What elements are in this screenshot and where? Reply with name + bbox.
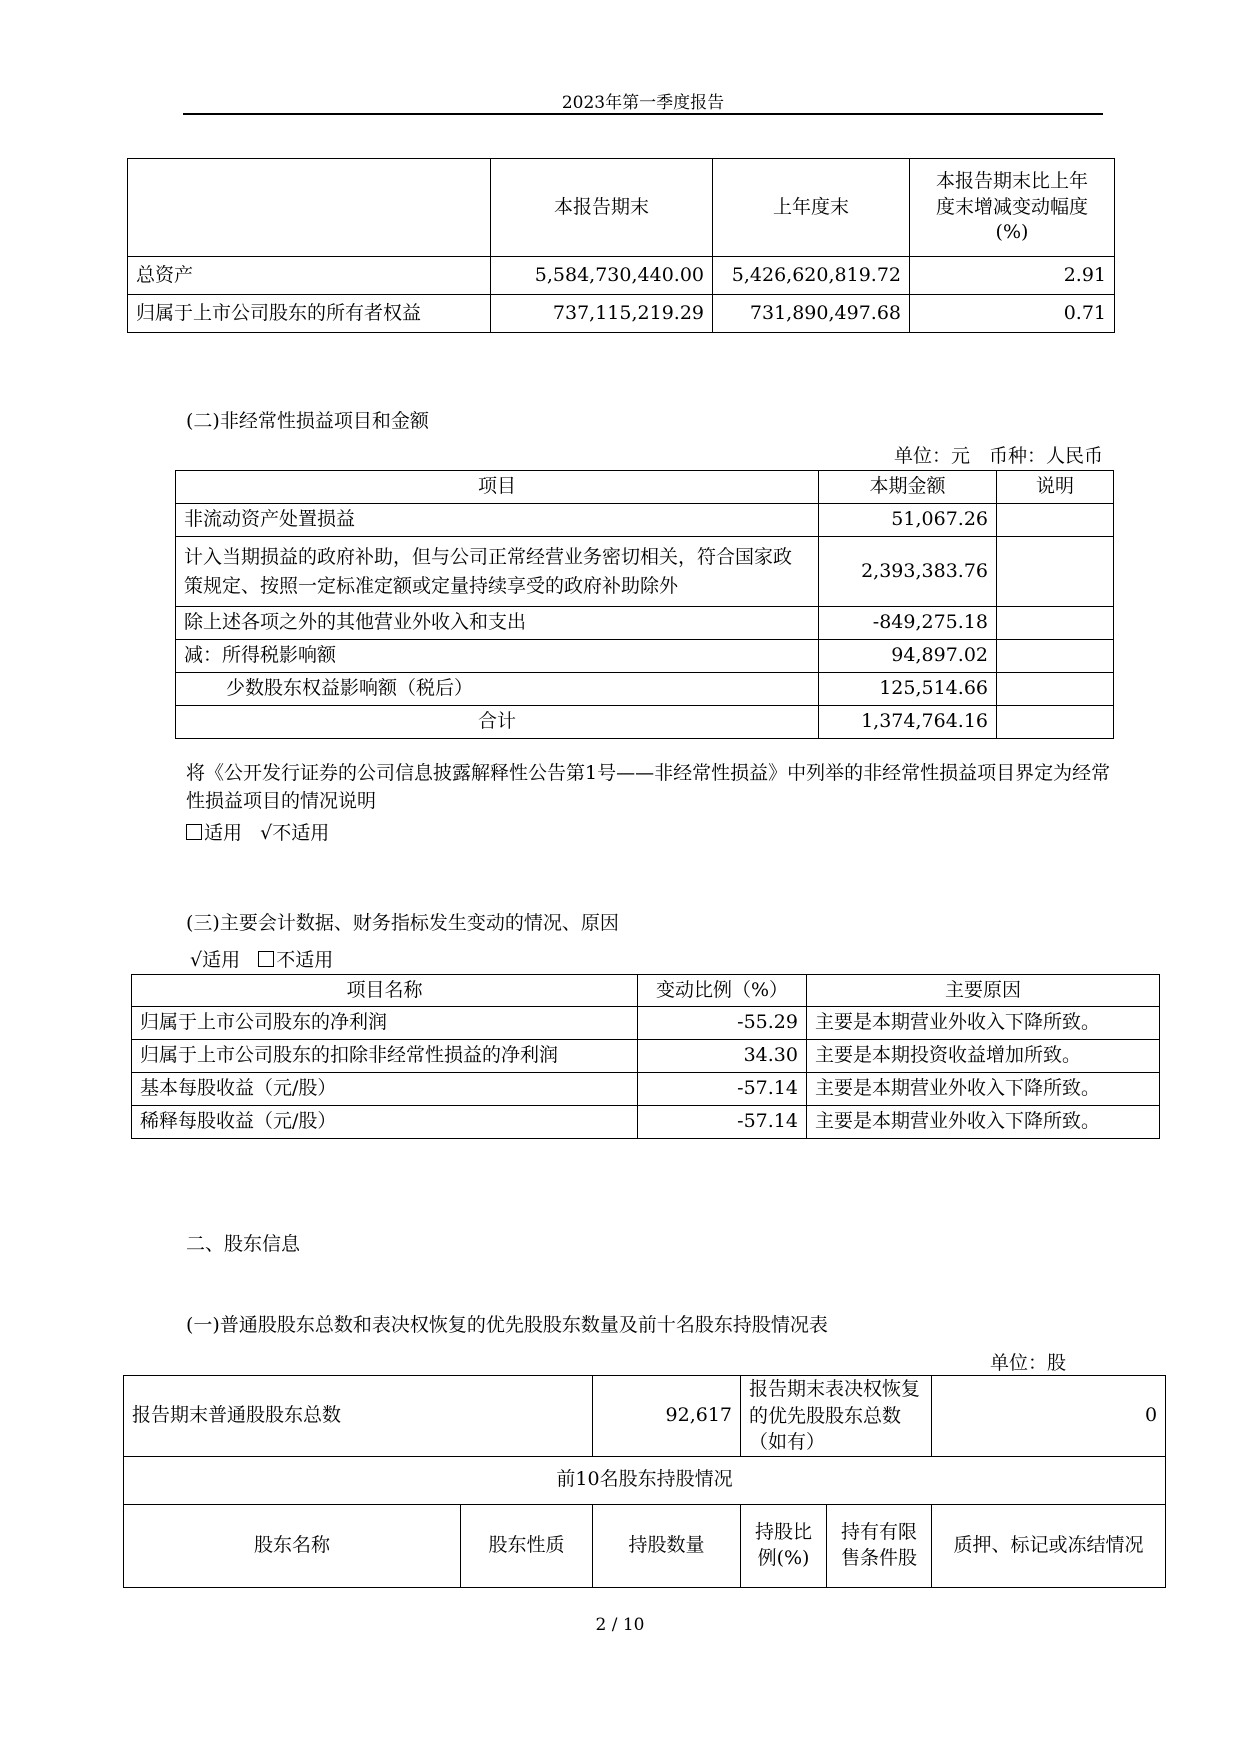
- table-cell: -57.14: [638, 1106, 807, 1139]
- table-cell: 2.91: [910, 257, 1115, 295]
- table-cell: 1,374,764.16: [819, 706, 997, 739]
- table-cell: 125,514.66: [819, 673, 997, 706]
- table-cell: 5,584,730,440.00: [491, 257, 713, 295]
- option-applicable: 适用: [204, 822, 243, 844]
- table-row: [132, 1007, 1160, 1040]
- table-cell: -55.29: [638, 1007, 807, 1040]
- table-header-cell: 项目: [176, 471, 819, 504]
- table-header-cell: 持股数量: [593, 1504, 741, 1587]
- table-row: [176, 706, 1114, 739]
- table-cell: 归属于上市公司股东的扣除非经常性损益的净利润: [132, 1040, 638, 1073]
- table-header-row: [124, 1504, 1166, 1587]
- table-header-row: [176, 471, 1114, 504]
- table-header-cell: [128, 159, 491, 257]
- header-line: 例(%): [757, 1546, 810, 1569]
- table-header-cell: 本期金额: [819, 471, 997, 504]
- table-cell: 合计: [176, 706, 819, 739]
- table-header-cell: 上年度末: [713, 159, 910, 257]
- table-cell: 计入当期损益的政府补助，但与公司正常经营业务密切相关，符合国家政策规定、按照一定标准定额或定量持续享受的政府补助除外: [176, 537, 819, 607]
- header-line: 度末增减变动幅度: [935, 195, 1088, 218]
- table-cell: [997, 640, 1114, 673]
- change-reasons-table: [131, 974, 1160, 1139]
- header-line: 持股比: [755, 1521, 813, 1544]
- table-row: [128, 257, 1115, 295]
- option-not-applicable: 不适用: [276, 949, 334, 971]
- table-cell: [997, 706, 1114, 739]
- section-title: (一)普通股股东总数和表决权恢复的优先股股东数量及前十名股东持股情况表: [186, 1314, 828, 1336]
- header-line: 售条件股: [841, 1546, 918, 1569]
- table-header-cell: 主要原因: [807, 975, 1160, 1007]
- table-header-cell: 变动比例（%）: [638, 975, 807, 1007]
- table-row: [124, 1376, 1166, 1457]
- table-cell: 归属于上市公司股东的净利润: [132, 1007, 638, 1040]
- table-cell: 主要是本期营业外收入下降所致。: [807, 1007, 1160, 1040]
- table-cell: 归属于上市公司股东的所有者权益: [128, 295, 491, 333]
- table-cell: 稀释每股收益（元/股）: [132, 1106, 638, 1139]
- check-mark-icon: √: [260, 822, 273, 844]
- table-cell: 2,393,383.76: [819, 537, 997, 607]
- table-header-cell: [910, 159, 1115, 257]
- applicability-options: [190, 945, 333, 972]
- table-header-cell: [741, 1504, 827, 1587]
- table-cell: 737,115,219.29: [491, 295, 713, 333]
- page-number: 2 / 10: [595, 1615, 645, 1635]
- table-cell: 减：所得税影响额: [176, 640, 819, 673]
- table-cell: 51,067.26: [819, 504, 997, 537]
- table-header-cell: 说明: [997, 471, 1114, 504]
- table-cell: 报告期末普通股股东总数: [124, 1376, 593, 1457]
- table-header-cell: [827, 1504, 932, 1587]
- table-cell: 主要是本期营业外收入下降所致。: [807, 1106, 1160, 1139]
- table-row: [132, 1106, 1160, 1139]
- table-row: [176, 673, 1114, 706]
- non-recurring-note: 将《公开发行证券的公司信息披露解释性公告第1号——非经常性损益》中列举的非经常性损益项目界定为经常性损益项目的情况说明: [186, 762, 1111, 812]
- table-section-title: 前10名股东持股情况: [124, 1456, 1166, 1504]
- checkbox-empty-icon: [186, 824, 202, 840]
- table-row: [132, 1040, 1160, 1073]
- unit-label: 单位：元 币种：人民币: [893, 445, 1103, 467]
- table-header-row: [132, 975, 1160, 1007]
- table-row: [176, 504, 1114, 537]
- section-title: (三)主要会计数据、财务指标发生变动的情况、原因: [186, 912, 619, 934]
- table-row: [132, 1073, 1160, 1106]
- section-title: (二)非经常性损益项目和金额: [186, 410, 429, 432]
- report-header-title: 2023年第一季度报告: [561, 93, 725, 113]
- table-header-cell: 项目名称: [132, 975, 638, 1007]
- header-line: (%): [995, 221, 1029, 244]
- table-cell: [997, 607, 1114, 640]
- table-cell: 0: [932, 1376, 1166, 1457]
- header-line: 持有有限: [841, 1521, 918, 1544]
- option-applicable: 适用: [202, 949, 241, 971]
- table-cell: 5,426,620,819.72: [713, 257, 910, 295]
- table-cell: 0.71: [910, 295, 1115, 333]
- non-recurring-items-table: [175, 470, 1114, 739]
- balance-summary-table: [127, 158, 1115, 333]
- option-not-applicable: 不适用: [272, 822, 330, 844]
- table-cell: [997, 504, 1114, 537]
- check-mark-icon: √: [190, 949, 203, 971]
- table-header-cell: 股东性质: [461, 1504, 593, 1587]
- table-row: [176, 537, 1114, 607]
- table-cell: 除上述各项之外的其他营业外收入和支出: [176, 607, 819, 640]
- header-rule: [183, 113, 1103, 115]
- table-cell: -57.14: [638, 1073, 807, 1106]
- shareholder-table: [123, 1375, 1166, 1588]
- table-row: [128, 295, 1115, 333]
- table-header-cell: 股东名称: [124, 1504, 461, 1587]
- table-cell: 基本每股收益（元/股）: [132, 1073, 638, 1106]
- header-line: 本报告期末比上年: [935, 170, 1088, 193]
- table-cell: 34.30: [638, 1040, 807, 1073]
- table-row: [124, 1456, 1166, 1504]
- table-header-cell: 本报告期末: [491, 159, 713, 257]
- table-cell: 92,617: [593, 1376, 741, 1457]
- table-cell: [997, 673, 1114, 706]
- table-row: [176, 640, 1114, 673]
- part-title: 二、股东信息: [186, 1233, 301, 1255]
- table-cell: 主要是本期营业外收入下降所致。: [807, 1073, 1160, 1106]
- table-cell: 94,897.02: [819, 640, 997, 673]
- table-cell: 少数股东权益影响额（税后）: [176, 673, 819, 706]
- table-cell: [997, 537, 1114, 607]
- table-cell: 731,890,497.68: [713, 295, 910, 333]
- table-header-cell: 质押、标记或冻结情况: [932, 1504, 1166, 1587]
- table-header-row: [128, 159, 1115, 257]
- table-cell: 报告期末表决权恢复的优先股股东总数（如有）: [741, 1376, 932, 1457]
- table-row: [176, 607, 1114, 640]
- table-cell: 非流动资产处置损益: [176, 504, 819, 537]
- checkbox-empty-icon: [258, 951, 274, 967]
- unit-label: 单位：股: [990, 1352, 1067, 1374]
- applicability-options: [186, 818, 329, 845]
- table-cell: -849,275.18: [819, 607, 997, 640]
- table-cell: 总资产: [128, 257, 491, 295]
- table-cell: 主要是本期投资收益增加所致。: [807, 1040, 1160, 1073]
